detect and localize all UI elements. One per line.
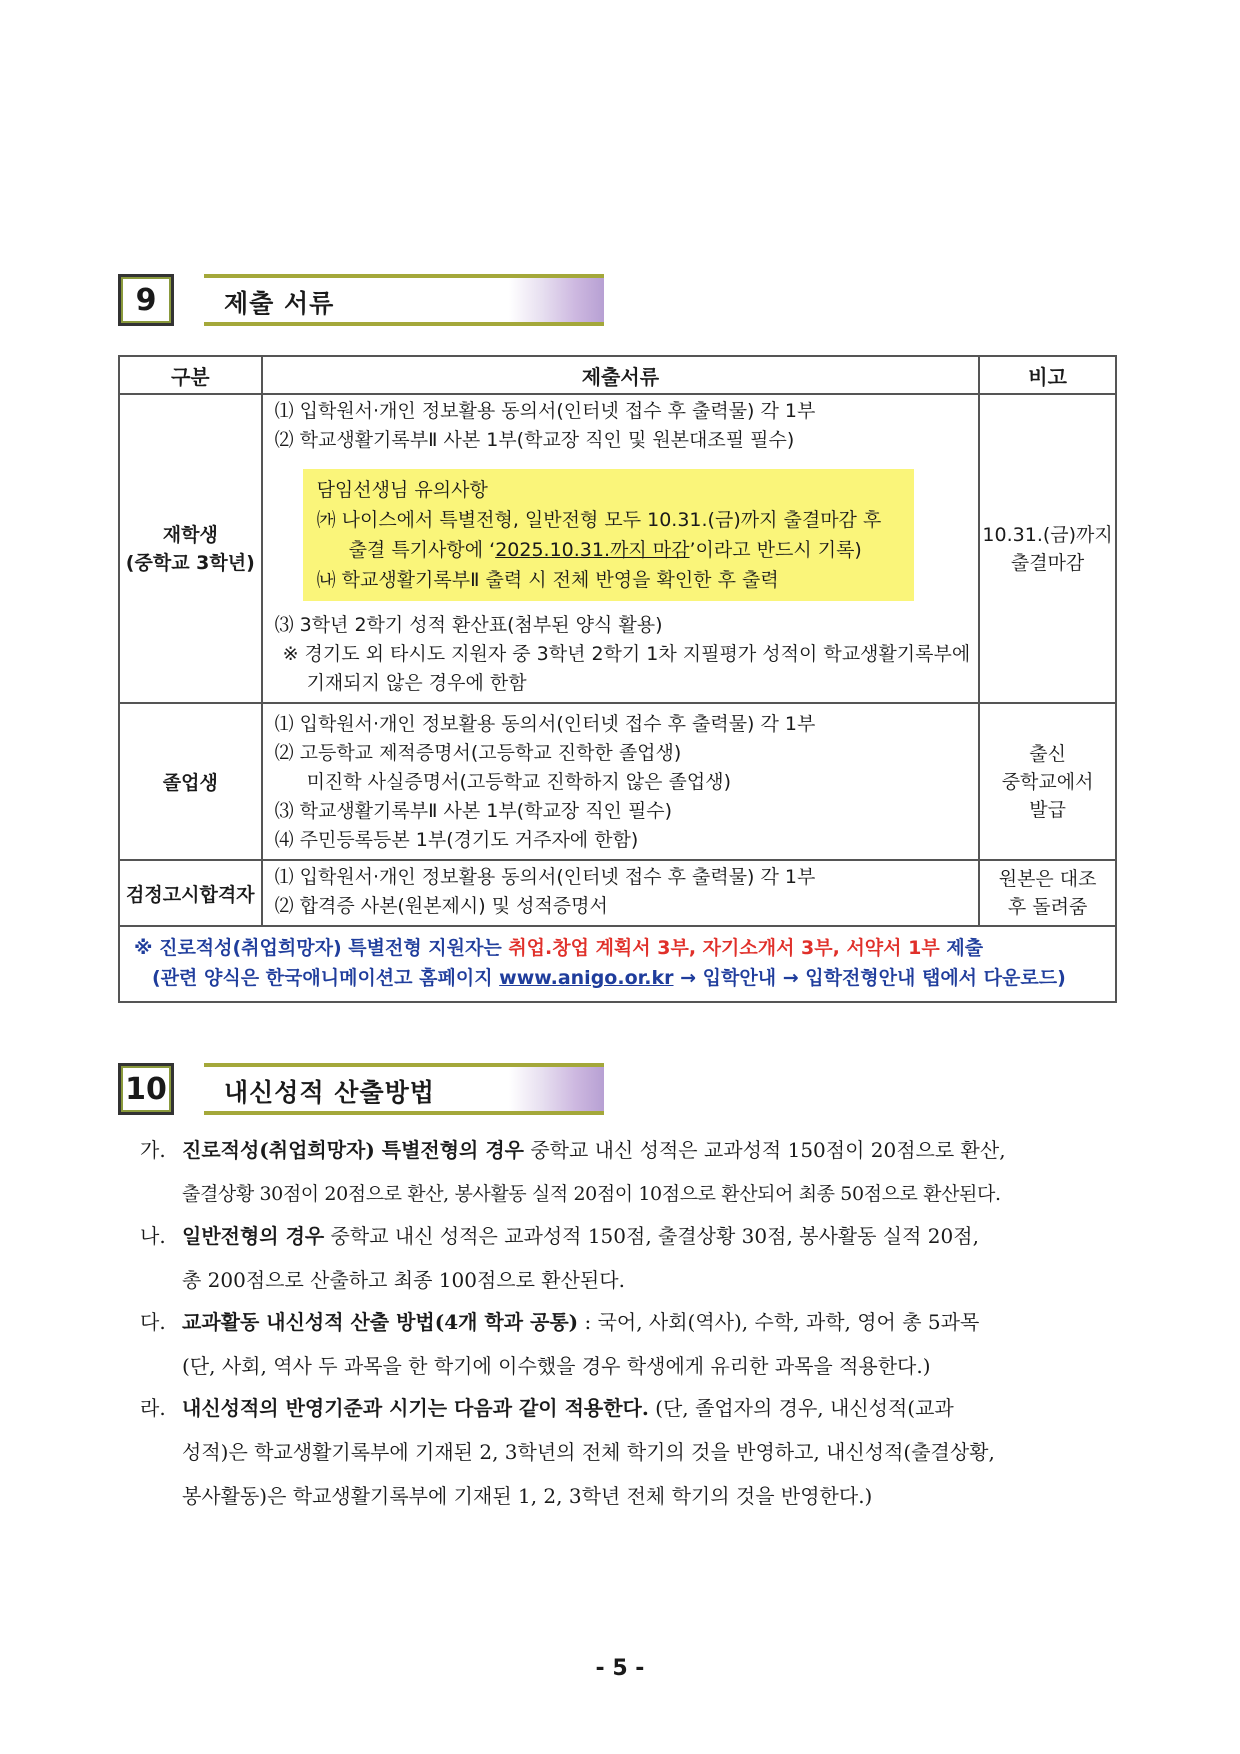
section-title-bar [204, 1063, 604, 1115]
documents-graduate [262, 703, 980, 860]
remark-current-student: 10.31.(금)까지 출결마감 [979, 394, 1116, 703]
remark-graduate: 출신 중학교에서 발급 [979, 703, 1116, 860]
section-number: 10 [118, 1063, 174, 1115]
homepage-link[interactable]: www.anigo.or.kr [499, 967, 674, 989]
paragraph-ga: 가. 진로적성(취업희망자) 특별전형의 경우 중학교 내신 성적은 교과성적 150점이 20점으로 환산, 출결상황 30점이 20점으로 환산, 봉사활동 실적 20점이 10점으로 환산되어 최종 50점으로 환산된다. [140, 1138, 1006, 1205]
documents-current-student [262, 394, 980, 703]
paragraph-da: 다. 교과활동 내신성적 산출 방법(4개 학과 공통) : 국어, 사회(역사), 수학, 과학, 영어 총 5과목 (단, 사회, 역사 두 과목을 한 학기에 이수했을 경우 학생에게 유리한 과목을 적용한다.) [140, 1310, 980, 1378]
note-line: ㈎ 나이스에서 특별전형, 일반전형 모두 10.31.(금)까지 출결마감 후 [316, 509, 882, 531]
section-number: 9 [118, 274, 174, 326]
list-item: ⑴ 입학원서·개인 정보활용 동의서(인터넷 접수 후 출력물) 각 1부 [274, 400, 816, 422]
list-item: 미진학 사실증명서(고등학교 진학하지 않은 졸업생) [306, 771, 731, 793]
table-row [119, 394, 1116, 703]
section-title-bar [204, 274, 604, 326]
documents-ged [262, 860, 980, 926]
section-9-header [118, 274, 608, 330]
table-row [119, 703, 1116, 860]
note-line: ㈏ 학교생활기록부Ⅱ 출력 시 전체 반영을 확인한 후 출력 [316, 569, 779, 591]
documents-table [118, 355, 1117, 1003]
list-item: ⑴ 입학원서·개인 정보활용 동의서(인터넷 접수 후 출력물) 각 1부 [274, 866, 816, 888]
page-number: - 5 - [595, 1656, 645, 1681]
header-documents: 제출서류 [262, 356, 980, 394]
list-item: ⑷ 주민등록등본 1부(경기도 거주자에 한함) [274, 829, 639, 851]
special-admission-notice: ※ 진로적성(취업희망자) 특별전형 지원자는 취업.창업 계획서 3부, 자기소개서 3부, 서약서 1부 제출 (관련 양식은 한국애니메이션고 홈페이지 www.anigo.or.kr → 입학안내 → 입학전형안내 탭에서 다운로드) [119, 926, 1116, 1002]
section-title: 제출 서류 [224, 289, 335, 318]
section-title: 내신성적 산출방법 [224, 1078, 435, 1107]
list-item: ⑶ 학교생활기록부Ⅱ 사본 1부(학교장 직인 필수) [274, 800, 673, 822]
required-documents-text: 취업.창업 계획서 3부, 자기소개서 3부, 서약서 1부 [508, 937, 940, 959]
category-current-student: 재학생 (중학교 3학년) [119, 394, 262, 703]
list-item: ※ 경기도 외 타시도 지원자 중 3학년 2학기 1차 지필평가 성적이 학교생활기록부에 [282, 643, 971, 665]
paragraph-na: 나. 일반전형의 경우 중학교 내신 성적은 교과성적 150점, 출결상황 30점, 봉사활동 실적 20점, 총 200점으로 산출하고 최종 100점으로 환산된다. [140, 1224, 979, 1292]
list-item: ⑵ 합격증 사본(원본제시) 및 성적증명서 [274, 895, 608, 917]
decorative-gradient [509, 1067, 604, 1111]
remark-ged: 원본은 대조 후 돌려줌 [979, 860, 1116, 926]
table-header-row [119, 356, 1116, 394]
list-item: ⑴ 입학원서·개인 정보활용 동의서(인터넷 접수 후 출력물) 각 1부 [274, 713, 816, 735]
section-10-header [118, 1063, 608, 1119]
list-item: ⑶ 3학년 2학기 성적 환산표(첨부된 양식 활용) [274, 614, 663, 636]
header-category: 구분 [119, 356, 262, 394]
special-admission-notice-row [119, 926, 1116, 1002]
category-graduate: 졸업생 [119, 703, 262, 860]
paragraph-ra: 라. 내신성적의 반영기준과 시기는 다음과 같이 적용한다. (단, 졸업자의 경우, 내신성적(교과 성적)은 학교생활기록부에 기재된 2, 3학년의 전체 학기의 것을 반영하고, 내신성적(출결상황, 봉사활동)은 학교생활기록부에 기재된 1, 2, 3학년 전체 학기의 것을 반영한다.) [140, 1396, 995, 1508]
table-row [119, 860, 1116, 926]
header-remarks: 비고 [979, 356, 1116, 394]
list-item: ⑵ 고등학교 제적증명서(고등학교 진학한 졸업생) [274, 742, 682, 764]
note-line: 출결 특기사항에 ‘2025.10.31.까지 마감’이라고 반드시 기록) [348, 539, 862, 561]
list-item: 기재되지 않은 경우에 한함 [306, 672, 527, 694]
note-title: 담임선생님 유의사항 [316, 479, 488, 501]
decorative-gradient [509, 278, 604, 322]
category-ged: 검정고시합격자 [119, 860, 262, 926]
list-item: ⑵ 학교생활기록부Ⅱ 사본 1부(학교장 직인 및 원본대조필 필수) [274, 429, 795, 451]
teacher-note-box [303, 469, 915, 601]
